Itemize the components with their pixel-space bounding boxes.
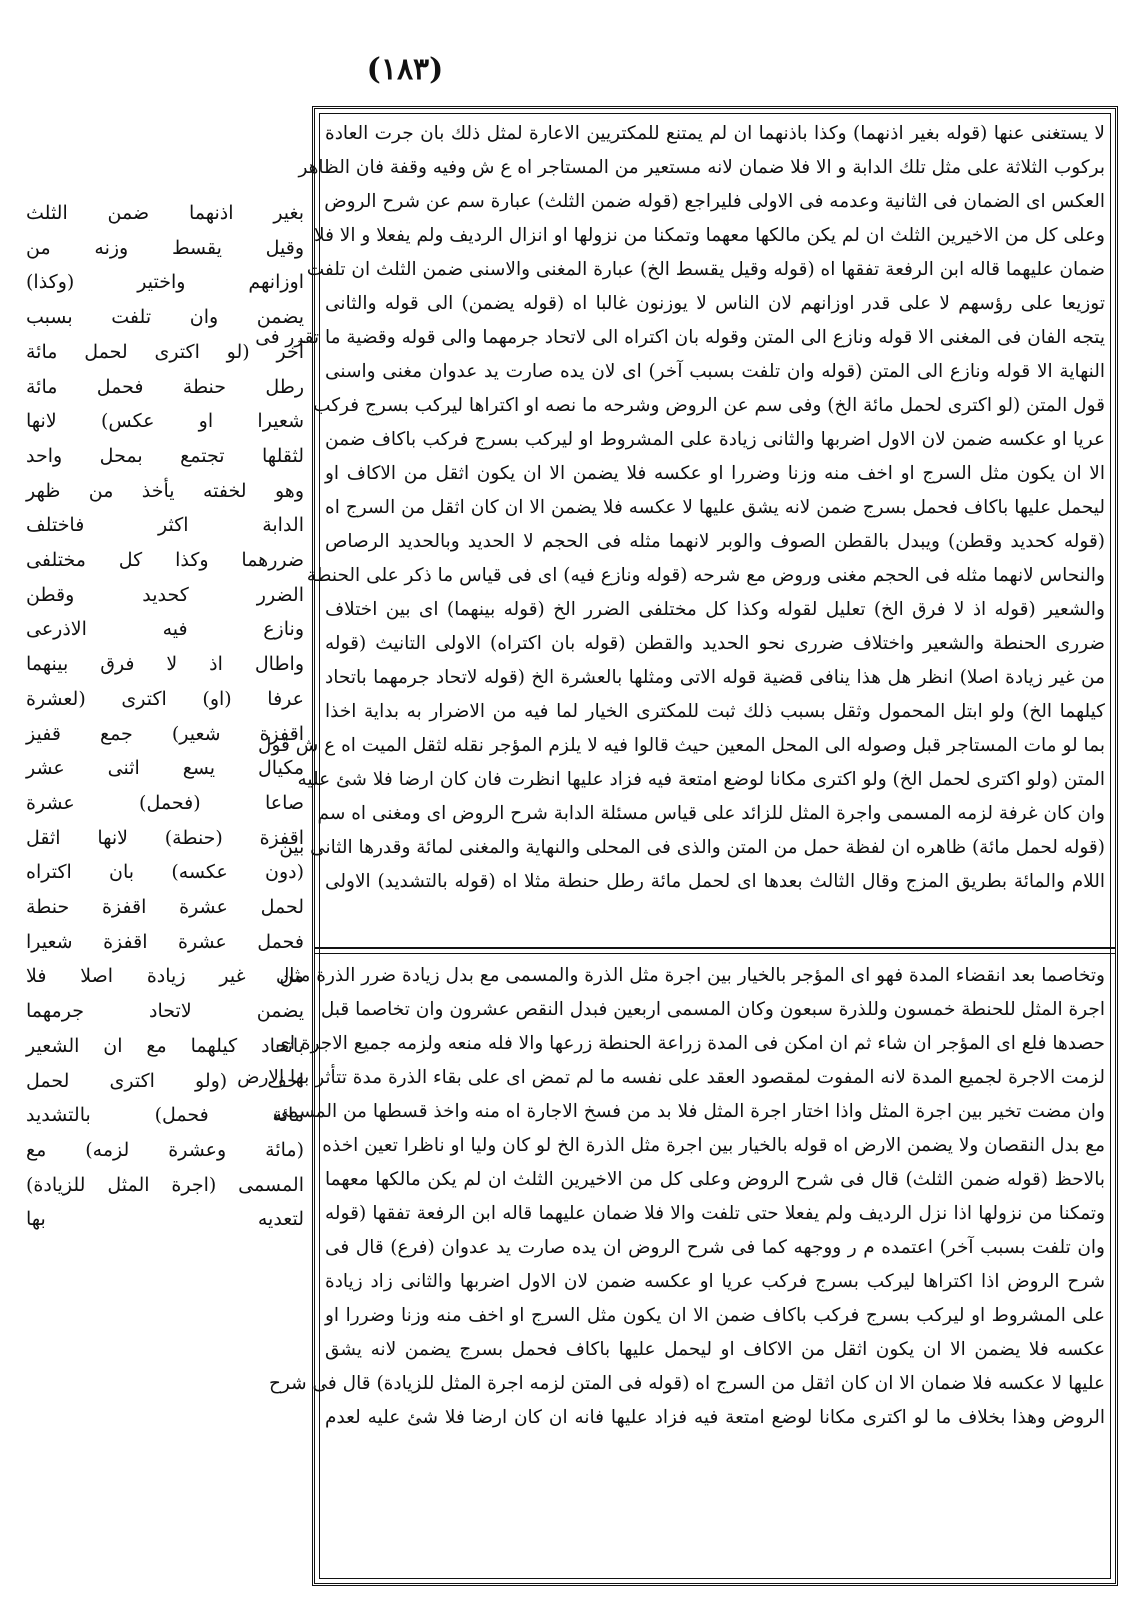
footnote-line: مع بدل النقصان ولا يضمن الارض اه قوله بالخيار بين اجرة مثل الذرة الخ لو كان وليا او ناظرا تعين اخذه — [322, 1135, 1105, 1156]
margin-line: باتحاد كيلهما مع ان الشعير — [26, 1034, 304, 1057]
margin-matn-column — [26, 196, 304, 1496]
margin-line: آخر (لو اكترى لحمل مائة — [26, 340, 304, 363]
commentary-line: المتن (ولو اكترى لحمل الخ) ولو اكترى مكانا لوضع امتعة فيه فزاد عليها انظرت فان كان ارضا فلا شئ عليه — [297, 769, 1105, 790]
margin-line: رطل حنطة فحمل مائة — [26, 375, 304, 398]
margin-line: يضمن لاتحاد جرمهما — [26, 1000, 304, 1023]
margin-line: مكيال يسع اثنى عشر — [26, 757, 304, 780]
margin-line: اوزانهم واختير (وكذا) — [26, 271, 304, 294]
footnote-line: حصدها فلع اى المؤجر ان شاء ثم ان امكن فى المدة زراعة الحنطة زرعها والا فله منعه ولزمه جميع الاجرة اى — [275, 1033, 1105, 1054]
footnote-line: شرح الروض اذا اكتراها ليركب بسرج فركب عريا او عكسه ضمن لان الاول اضربها والثانى زاد زيادة — [325, 1271, 1105, 1292]
commentary-line: العكس اى الضمان فى الثانية وعدمه فى الاولى فليراجع (قوله ضمن الثلث) عبارة سم عن شرح الروض — [324, 191, 1105, 212]
commentary-line: قول المتن (لو اكترى لحمل مائة الخ) وفى سم عن الروض وشرحه ما نصه او اكتراها ليركب بسرج فركب — [313, 395, 1105, 416]
margin-line: فحمل عشرة اقفزة شعيرا — [26, 930, 304, 953]
margin-line: يضمن وان تلفت بسبب — [26, 306, 304, 329]
commentary-line: يتجه الفان فى المغنى الا قوله ونازع الى المتن وقوله بان اكتراه الى لاتحاد جرمهما والى قوله وقضية ما تقرر فى — [255, 327, 1105, 348]
commentary-line: (قوله لحمل مائة) ظاهره ان لفظة حمل من المتن والذى فى المحلى والنهاية والمغنى لمائة وقدرها الثانى بين — [279, 837, 1105, 858]
commentary-line: بما لو مات المستاجر قبل وصوله الى المحل المعين حيث قالوا فيه لا يلزم المؤجر نقله لثقل الميت اه ع ش قول — [258, 735, 1105, 756]
commentary-line: ليحمل عليها باكاف فحمل بسرج ضمن لانه يشق عليها لا عكسه فلا يضمن الا ان كان اثقل من السرج اه — [325, 497, 1105, 518]
section-divider — [315, 947, 1115, 954]
margin-line: وهو لخفته يأخذ من ظهر — [26, 479, 304, 502]
margin-line: اقفزة شعير) جمع قفيز — [26, 722, 304, 745]
commentary-line: (قوله كحديد وقطن) ويبدل بالقطن الصوف والوبر لانهما مثله فى الحجم لا الحديد وبالحديد الرصاص — [325, 531, 1105, 552]
commentary-line: النهاية الا قوله ونازع الى المتن (قوله وان تلفت بسبب آخر) اى لان يده صارت يد عدوان مغنى واسنى — [325, 361, 1105, 382]
commentary-line: ضررى الحنطة والشعير واختلاف ضررى نحو الحديد والقطن (قوله بان اكتراه) الاولى التانيث (قوله — [325, 633, 1105, 654]
margin-line: وقيل يقسط وزنه من — [26, 236, 304, 259]
commentary-line: بركوب الثلاثة على مثل تلك الدابة و الا فلا ضمان لانه مستعير من المستاجر اه ع ش وفيه وقفة فان الظاهر — [298, 157, 1105, 178]
footnote-line: وتمكنا من نزولها اذا نزل الرديف ولم يفعلا حتى تلفت والا فلا ضمان عليهما قاله ابن الرفعة تفقها (قوله — [325, 1203, 1105, 1224]
margin-line: لحمل عشرة اقفزة حنطة — [26, 896, 304, 919]
footnote-line: عكسه فلا يضمن الا ان يكون اثقل من الاكاف او ليحمل عليها باكاف فحمل بسرج يضمن لانه يشق — [325, 1339, 1105, 1360]
footnote-line: بالاحظ (قوله ضمن الثلث) قال فى شرح الروض وعلى كل من الاخيرين الثلث ان لم يكن مالكها معهما — [325, 1169, 1105, 1190]
margin-line: الدابة اكثر فاختلف — [26, 514, 304, 537]
margin-line: لتعديه بها — [26, 1208, 304, 1231]
footnote-line: الروض وهذا بخلاف ما لو اكترى مكانا لوضع امتعة فيه فزاد عليها فانه ان كان ارضا فلا شئ عليه لعدم — [325, 1407, 1105, 1428]
page-number: (١٨٣) — [366, 52, 444, 87]
footnote-line: وان تلفت بسبب آخر) اعتمده م ر ووجهه كما فى شرح الروض ان يده صارت يد عدوان (فرع) قال فى — [325, 1237, 1105, 1258]
margin-line: اخف (ولو اكترى لحمل — [26, 1069, 304, 1092]
margin-line: بغير اذنهما ضمن الثلث — [26, 202, 304, 224]
footnote-line: عليها لا عكسه فلا ضمان الا ان كان اثقل من السرج اه (قوله فى المتن لزمه اجرة المثل للزيادة) قال فى شرح — [268, 1373, 1105, 1394]
margin-line: المسمى (اجرة المثل للزيادة) — [26, 1173, 304, 1196]
footnote-line: لزمت الاجرة لجميع المدة لانه المفوت لمقصود العقد على نفسه ما لم تمض اى على بقاء الذرة مدة تتأثر بها الارض — [237, 1067, 1105, 1088]
margin-line: صاعا (فحمل) عشرة — [26, 791, 304, 814]
margin-line: عرفا (او) اكترى (لعشرة — [26, 687, 304, 710]
commentary-line: كيلهما الخ) ولو ابتل المحمول وثقل بسبب ذلك ثبت للمكترى الخيار لما فيه من الاضرار به بداية اخذا — [325, 701, 1105, 722]
commentary-line: من غير زيادة اصلا) انظر هل هذا ينافى قضية قوله الاتى ومثلها بالعشرة الخ (قوله لاتحاد جرمهما باتحاد — [325, 667, 1105, 688]
margin-line: ضررهما وكذا كل مختلفى — [26, 549, 304, 572]
margin-line: (دون عكسه) بان اكتراه — [26, 861, 304, 884]
commentary-line: لا يستغنى عنها (قوله بغير اذنهما) وكذا باذنهما ان لم يمتنع للمكتريين الاعارة لمثل ذلك بان جرت العادة — [325, 123, 1105, 144]
margin-line: مائة فحمل) بالتشديد — [26, 1104, 304, 1127]
commentary-line: والنحاس لانهما مثله فى الحجم مغنى وروض مع شرحه (قوله ونازع فيه) اى فى قياس ما ذكر على الحنطة — [306, 565, 1105, 586]
commentary-line: وان كان غرفة لزمه المسمى واجرة المثل للزائد على قياس مسئلة الدابة شرح الروض اى ومغنى اه سم — [317, 803, 1105, 824]
footnote-line: وان مضت تخير بين اجرة المثل واذا اختار اجرة المثل فلا بد من فسخ الاجارة اه منه واخذ قسطها من المسمى — [273, 1101, 1105, 1122]
margin-line: ونازع فيه الاذرعى — [26, 618, 304, 641]
margin-line: (مائة وعشرة لزمه) مع — [26, 1138, 304, 1161]
margin-line: واطال اذ لا فرق بينهما — [26, 653, 304, 676]
commentary-line: ضمان عليهما قاله ابن الرفعة تفقها اه (قوله وقيل يقسط الخ) عبارة المغنى والاسنى ضمن الثلث ان تلفت — [306, 259, 1105, 280]
footnote-line: اجرة المثل للحنطة خمسون وللذرة سبعون وكان المسمى اربعين فبدل النقص عشرون وان تخاصما قبل — [320, 999, 1105, 1020]
commentary-line: وعلى كل من الاخيرين الثلث ان لم يكن مالكها معهما وتمكنا من نزولها او انزال الرديف ولم يفعلا و الا فلا — [314, 225, 1105, 246]
footnote-line: وتخاصما بعد انقضاء المدة فهو اى المؤجر بالخيار بين اجرة مثل الذرة والمسمى مع بدل زيادة ضرر الذرة مثال — [275, 965, 1105, 986]
margin-line: من غير زيادة اصلا فلا — [26, 965, 304, 988]
commentary-line: الا ان يكون مثل السرج او اخف منه وزنا وضررا او عكسه فلا يضمن الا ان يكون اثقل من الاكاف او — [325, 463, 1105, 484]
margin-line: اقفزة (حنطة) لانها اثقل — [26, 826, 304, 849]
commentary-frame — [237, 106, 1118, 1586]
commentary-line: والشعير (قوله اذ لا فرق الخ) تعليل لقوله وكذا كل مختلفى الضرر الخ (قوله بينهما) اى بين اختلاف — [325, 599, 1105, 620]
commentary-line: اللام والمائة بطريق المزج وقال الثالث بعدها اى لحمل مائة رطل حنطة مثلا اه (قوله بالتشديد) الاولى — [325, 871, 1105, 892]
commentary-line: توزيعا على رؤسهم لا على قدر اوزانهم لان الناس لا يوزنون غالبا اه (قوله يضمن) الى قوله والثانى — [325, 293, 1105, 314]
commentary-bottom-section — [237, 959, 1105, 1579]
footnote-line: على المشروط او ليركب بسرج فركب باكاف ضمن الا ان يكون مثل السرج او اخف منه وزنا وضررا او — [325, 1305, 1105, 1326]
margin-line: الضرر كحديد وقطن — [26, 583, 304, 606]
commentary-line: عريا او عكسه ضمن لان الاول اضربها والثانى زيادة على المشروط او ليركب بسرج فركب باكاف ضمن — [325, 429, 1105, 450]
commentary-top-section — [255, 117, 1105, 937]
margin-line: لثقلها تجتمع بمحل واحد — [26, 444, 304, 467]
margin-line: شعيرا او عكس) لانها — [26, 410, 304, 433]
